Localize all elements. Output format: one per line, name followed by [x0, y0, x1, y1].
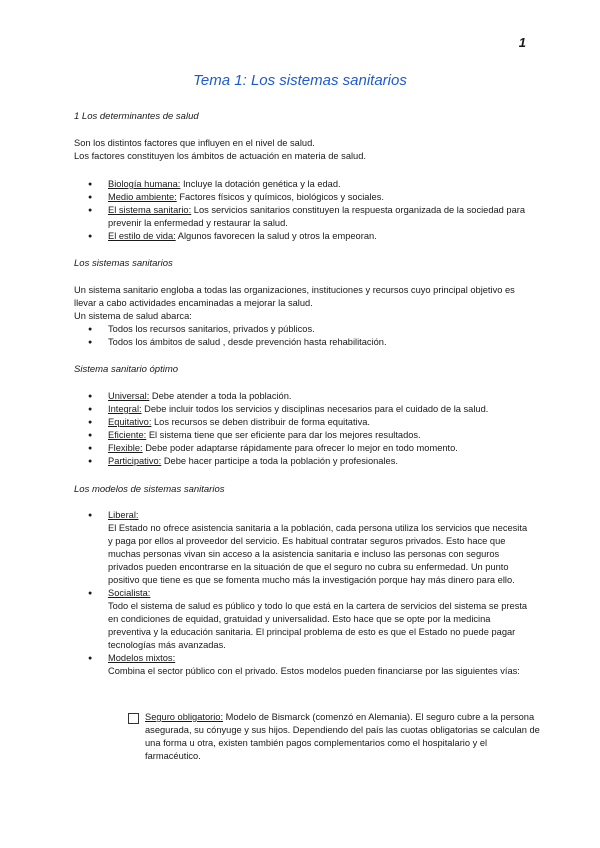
list-item [88, 390, 528, 403]
term: Equitativo: [108, 417, 152, 427]
item-text: El Estado no ofrece asistencia sanitaria a la población, cada persona utiliza los servicios que necesita y paga por ellos al proveedor del servicio. Es habitual contratar seguros privados. Esto hace que muchas personas vivan sin acceso a la asistencia sanitaria e incluso las personas con seguros privados pueden encontrarse en la situación de que el seguro no cubra su enfermedad. Un punto positivo que tiene es que se fomenta mucho más la investigación porque hay más dinero para ello. [108, 523, 528, 585]
term: Medio ambiente: [108, 192, 177, 202]
term: El sistema sanitario: [108, 205, 192, 215]
term: Integral: [108, 404, 142, 414]
item-text: Todo el sistema de salud es público y todo lo que está en la cartera de servicios del sistema se presta en condiciones de equidad, gratuidad y universalidad. Esto hace que se opte por la medicina preventiva y la educación sanitaria. El principal problema de esto es que el Estado no puede pagar tecnologías más avanzadas. [108, 601, 528, 650]
list-item [88, 509, 528, 587]
item-text: Factores físicos y químicos, biológicos y sociales. [176, 192, 384, 202]
paragraph [74, 137, 366, 163]
item-text: Modelo de Bismarck (comenzó en Alemania). El seguro cubre a la persona asegurada, su cónyuge y sus hijos. Dependiendo del país las cuotas obligatorias se calculan de una forma u otra, existen también pagos complementarios como el hospitalario y el farmacéutico. [145, 712, 540, 761]
list-item [88, 178, 528, 191]
list-item [88, 230, 528, 243]
list-item [88, 587, 528, 652]
item-text: Debe hacer participe a toda la población y profesionales. [161, 456, 398, 466]
list-item: ● Todos los ámbitos de salud , desde prevención hasta rehabilitación. [88, 336, 528, 349]
page-title: Tema 1: Los sistemas sanitarios [193, 72, 407, 89]
determinants-list [88, 178, 528, 243]
term: Eficiente: [108, 430, 147, 440]
term: Universal: [108, 391, 150, 401]
item-text: El sistema tiene que ser eficiente para dar los mejores resultados. [146, 430, 421, 440]
item-text: Algunos favorecen la salud y otros la empeoran. [175, 231, 377, 241]
list-item [88, 455, 528, 468]
list-item [88, 403, 528, 416]
list-item [88, 429, 528, 442]
intro-line: Son los distintos factores que influyen en el nivel de salud. [74, 138, 315, 148]
page-number: 1 [518, 35, 526, 50]
item-text: Los servicios sanitarios constituyen la respuesta organizada de la sociedad para prevenir la enfermedad y restaurar la salud. [108, 205, 526, 228]
paragraph-subline: Un sistema de salud abarca: [74, 311, 192, 321]
modelos-list [88, 509, 528, 678]
term: Seguro obligatorio: [145, 712, 224, 722]
section-heading-modelos: Los modelos de sistemas sanitarios [74, 484, 225, 495]
section-heading-determinantes: 1 Los determinantes de salud [74, 111, 199, 122]
term: El estilo de vida: [108, 231, 176, 241]
term: Flexible: [108, 443, 143, 453]
list-item [88, 652, 528, 678]
item-text: Los recursos se deben distribuir de forma equitativa. [151, 417, 371, 427]
term: Modelos mixtos: [108, 653, 176, 663]
term: Socialista: [108, 588, 151, 598]
term: Liberal: [108, 510, 139, 520]
section-heading-sistemas: Los sistemas sanitarios [74, 258, 173, 269]
checklist-item [128, 711, 545, 763]
list-item [88, 442, 528, 455]
item-text: Debe poder adaptarse rápidamente para ofrecer lo mejor en todo momento. [142, 443, 458, 453]
list-item [88, 191, 528, 204]
term: Participativo: [108, 456, 162, 466]
term: Biología humana: [108, 179, 181, 189]
item-text: Debe atender a toda la población. [149, 391, 292, 401]
paragraph [74, 284, 529, 323]
item-text: Debe incluir todos los servicios y disciplinas necesarios para el cuidado de la salud. [141, 404, 489, 414]
abarca-list [88, 323, 528, 349]
list-item: ● Todos los recursos sanitarios, privados y públicos. [88, 323, 528, 336]
section-heading-optimo: Sistema sanitario óptimo [74, 364, 179, 375]
optimo-list [88, 390, 528, 468]
paragraph-text: Un sistema sanitario engloba a todas las organizaciones, instituciones y recursos cuyo principal objetivo es llevar a cabo actividades encaminadas a mejorar la salud. [74, 285, 515, 308]
item-text: Incluye la dotación genética y la edad. [180, 179, 341, 189]
checkbox[interactable] [128, 713, 139, 724]
item-text: Combina el sector público con el privado. Estos modelos pueden financiarse por las siguientes vías: [108, 666, 520, 676]
intro-line: Los factores constituyen los ámbitos de actuación en materia de salud. [74, 151, 366, 161]
list-item [88, 416, 528, 429]
list-item [88, 204, 528, 230]
